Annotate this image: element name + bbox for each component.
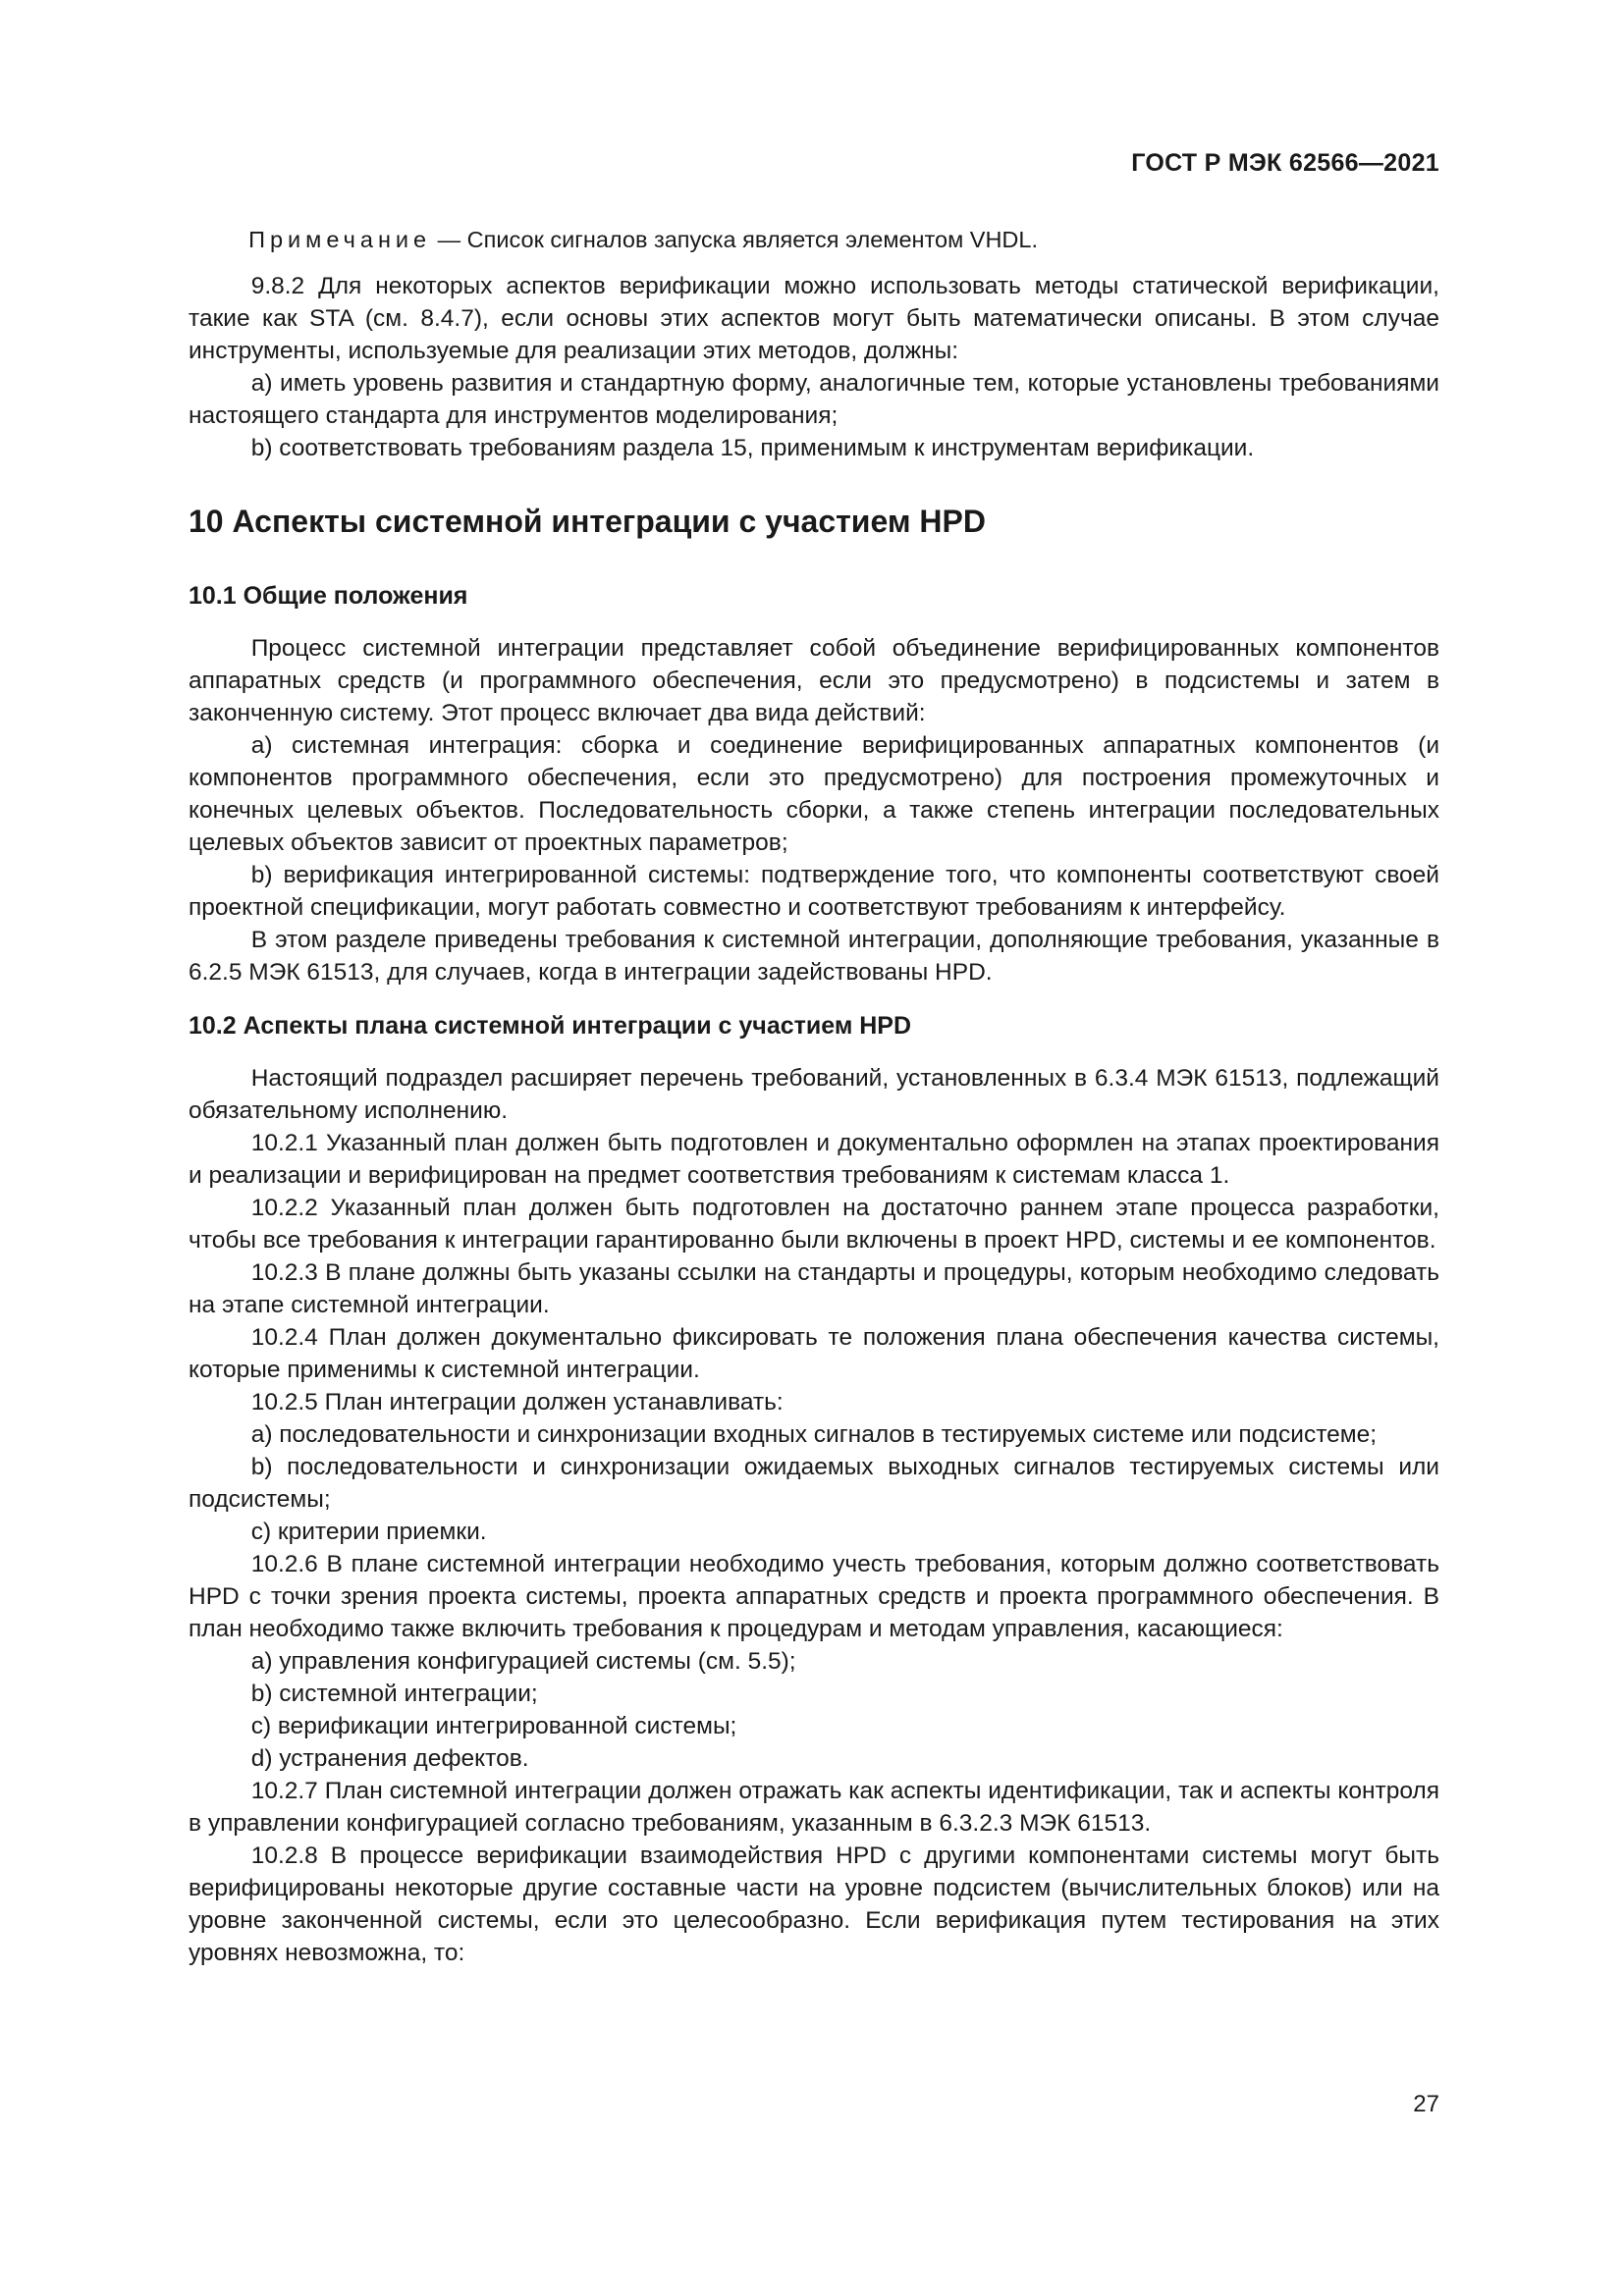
paragraph-10-1-b: b) верификация интегрированной системы: подтверждение того, что компоненты соответствуют своей проектной спецификации, могут работать совместно и соответствуют требованиям к интерфейсу.: [189, 862, 1439, 921]
document-body: [189, 224, 1439, 1969]
paragraph-10-2-6-c: c) верификации интегрированной системы;: [250, 1713, 737, 1739]
paragraph-10-2-8: 10.2.8 В процессе верификации взаимодействия HPD с другими компонентами системы могут быть верифицированы некоторые другие составные части на уровне подсистем (вычислительных блоков) или на уровне законченной системы, если это целесообразно. Если верификация путем тестирования на этих уровнях невозможна, то:: [189, 1842, 1439, 1966]
section-10-1-title: 10.1 Общие положения: [189, 582, 468, 610]
paragraph-10-2-3: 10.2.3 В плане должны быть указаны ссылки на стандарты и процедуры, которым необходимо следовать на этапе системной интеграции.: [189, 1259, 1439, 1318]
note-label: Примечание: [248, 227, 432, 252]
paragraph-10-2-4: 10.2.4 План должен документально фиксировать те положения плана обеспечения качества системы, которые применимы к системной интеграции.: [189, 1324, 1439, 1383]
paragraph-10-2-5-a: a) последовательности и синхронизации входных сигналов в тестируемых системе или подсистеме;: [250, 1421, 1378, 1448]
section-10-2-title: 10.2 Аспекты плана системной интеграции с участием HPD: [189, 1012, 912, 1040]
section-10-title: 10 Аспекты системной интеграции с участием HPD: [189, 504, 986, 539]
paragraph-10-2-6-a: a) управления конфигурацией системы (см. 5.5);: [250, 1648, 796, 1675]
paragraph-9-8-2-a: a) иметь уровень развития и стандартную форму, аналогичные тем, которые установлены требованиями настоящего стандарта для инструментов моделирования;: [189, 370, 1439, 429]
page-number: 27: [1413, 2091, 1439, 2117]
paragraph-10-2-intro: Настоящий подраздел расширяет перечень требований, установленных в 6.3.4 МЭК 61513, подлежащий обязательному исполнению.: [189, 1065, 1439, 1124]
paragraph-10-1-a: a) системная интеграция: сборка и соединение верифицированных аппаратных компонентов (и компонентов программного обеспечения, если это предусмотрено) для построения промежуточных и конечных целевых объектов. Последовательность сборки, а также степень интеграции последовательных целевых объектов зависит от проектных параметров;: [189, 732, 1439, 856]
paragraph-10-2-5: 10.2.5 План интеграции должен устанавливать:: [250, 1389, 784, 1415]
paragraph-10-1-intro: Процесс системной интеграции представляет собой объединение верифицированных компонентов аппаратных средств (и программного обеспечения, если это предусмотрено) в подсистемы и затем в законченную систему. Этот процесс включает два вида действий:: [189, 635, 1439, 726]
paragraph-10-2-1: 10.2.1 Указанный план должен быть подготовлен и документально оформлен на этапах проектирования и реализации и верифицирован на предмет соответствия требованиям к системам класса 1.: [189, 1130, 1439, 1189]
paragraph-10-2-2: 10.2.2 Указанный план должен быть подготовлен на достаточно раннем этапе процесса разработки, чтобы все требования к интеграции гарантированно были включены в проект HPD, системы и ее компонентов.: [189, 1195, 1439, 1254]
paragraph-10-2-6-d: d) устранения дефектов.: [250, 1745, 529, 1772]
paragraph-10-2-6-b: b) системной интеграции;: [250, 1681, 538, 1707]
note-text: — Список сигналов запуска является элементом VHDL.: [431, 227, 1038, 252]
paragraph-10-2-5-b: b) последовательности и синхронизации ожидаемых выходных сигналов тестируемых системы или подсистемы;: [189, 1454, 1439, 1513]
paragraph-9-8-2: 9.8.2 Для некоторых аспектов верификации можно использовать методы статической верификации, такие как STA (см. 8.4.7), если основы этих аспектов могут быть математически описаны. В этом случае инструменты, используемые для реализации этих методов, должны:: [189, 273, 1439, 364]
paragraph-10-2-5-c: c) критерии приемки.: [250, 1519, 487, 1545]
paragraph-10-1-scope: В этом разделе приведены требования к системной интеграции, дополняющие требования, указанные в 6.2.5 МЭК 61513, для случаев, когда в интеграции задействованы HPD.: [189, 927, 1439, 986]
paragraph-10-2-6: 10.2.6 В плане системной интеграции необходимо учесть требования, которым должно соответствовать HPD с точки зрения проекта системы, проекта аппаратных средств и проекта программного обеспечения. В план необходимо также включить требования к процедурам и методам управления, касающиеся:: [189, 1551, 1439, 1642]
paragraph-9-8-2-b: b) соответствовать требованиям раздела 15, применимым к инструментам верификации.: [250, 435, 1255, 461]
paragraph-10-2-7: 10.2.7 План системной интеграции должен отражать как аспекты идентификации, так и аспекты контроля в управлении конфигурацией согласно требованиям, указанным в 6.3.2.3 МЭК 61513.: [189, 1778, 1439, 1837]
standard-header: ГОСТ Р МЭК 62566—2021: [1131, 149, 1439, 177]
note: [189, 224, 1439, 256]
